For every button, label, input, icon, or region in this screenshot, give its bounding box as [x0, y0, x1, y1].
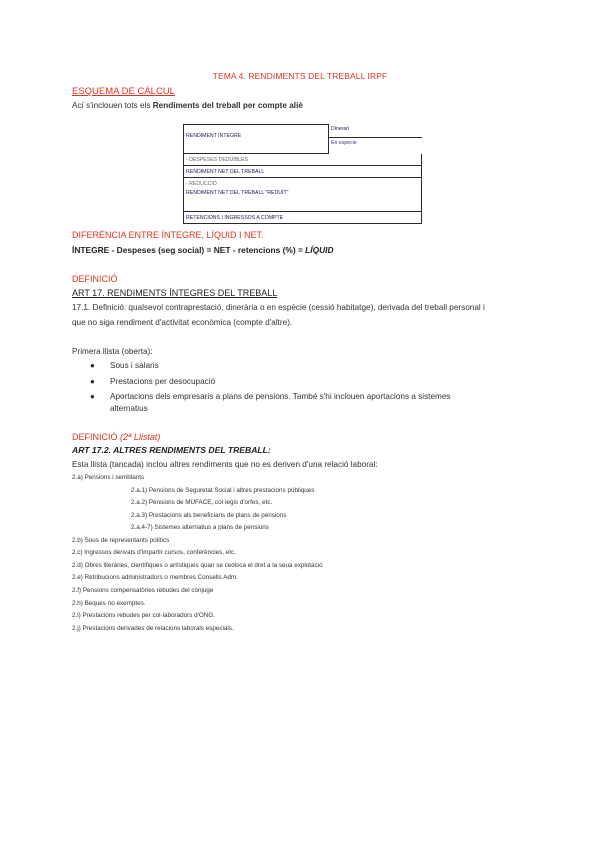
calc-intro-bold: Rendiments del treball per compte aliè	[152, 101, 303, 110]
diff-heading: DIFERÈNCIA ENTRE ÍNTEGRE, LÍQUID I NET.	[72, 230, 264, 240]
scheme-reduccions: - REDUCCIÓ	[184, 178, 422, 190]
def2-heading	[72, 432, 160, 442]
bullet-icon: ●	[90, 376, 95, 386]
def2-sub-item: 2.a.4-7) Sistemes alternatius a plans de pensions	[131, 524, 269, 531]
def2-intro: Esta llista (tancada) inclou altres rendiments que no es deriven d'una relació laboral:	[72, 460, 378, 469]
def2-heading-main: DEFINICIÓ	[72, 432, 121, 442]
def2-article-text: ART 17.2. ALTRES RENDIMENTS DEL TREBALL:	[72, 445, 271, 455]
def2-item: 2.h) Beques no exemptes.	[72, 600, 146, 607]
def2-sub-item: 2.a.2) Pensions de MUFACE, col·legis d'orfes, etc.	[131, 499, 273, 506]
list-item-label-cont: alternatius	[110, 403, 148, 413]
def2-item-a: 2.a) Pensions i semblants	[72, 474, 145, 481]
scheme-rendiment-integre	[184, 125, 329, 154]
list-item	[72, 360, 450, 372]
def1-heading: DEFINICIÓ	[72, 274, 118, 284]
def2-item: 2.j) Prestacions derivades de relacions laborals especials.	[72, 625, 234, 632]
list-item-label: Sous i salaris	[110, 361, 159, 370]
def2-item: 2.e) Retribucions administradors o membres Consells Adm.	[72, 574, 238, 581]
def2-heading-suffix: (2ª Llistat)	[120, 432, 161, 442]
scheme-net-reduit: RENDIMENT NET DEL TREBALL "REDUÏT"	[184, 190, 422, 212]
def2-item: 2.d) Obres literàries, científiques o artístiques quan se cedisca el dret a la seua explotació	[72, 562, 323, 569]
list-item-label: Aportacions dels empresaris a plans de pensions. També s'hi inclouen aportacions a sistemes	[110, 392, 451, 401]
scheme-net: RENDIMENT NET DEL TREBALL	[184, 166, 422, 178]
diff-formula-main: ÍNTEGRE - Despeses (seg social) = NET - retencions (%) =	[72, 245, 306, 255]
def2-article	[72, 445, 271, 455]
scheme-en-especie: En espècie	[331, 140, 357, 146]
def2-item: 2.i) Prestacions rebudes per col·laboradors d'ONG.	[72, 612, 215, 619]
def2-item: 2.f) Pensions compensatòries rebudes del cònjuge	[72, 587, 214, 594]
scheme-rendiment-integre-label: RENDIMENT ÍNTEGRE	[186, 133, 242, 139]
bullet-icon: ●	[90, 392, 95, 401]
scheme-dinerari: Dinerari	[329, 125, 422, 138]
list-item	[72, 391, 450, 414]
diff-formula	[72, 245, 334, 255]
def2-sub-item: 2.a.3) Prestacions als beneficiaris de plans de pensions	[131, 512, 287, 519]
list-item-label: Prestacions per desocupació	[110, 376, 216, 386]
calc-heading: ESQUEMA DE CÀLCUL	[72, 86, 175, 97]
def1-list-title: Primera llista (oberta):	[72, 347, 153, 356]
list-item	[72, 376, 450, 388]
bullet-icon: ●	[90, 361, 95, 370]
def2-item: 2.c) Ingressos derivats d'impartir cursos, conferències, etc.	[72, 549, 236, 556]
scheme-retencions: RETENCIONS I INGRESSOS A COMPTE	[184, 212, 422, 224]
def1-article: ART 17. RENDIMENTS ÍNTEGRES DEL TREBALL	[72, 288, 278, 298]
scheme-integre-types	[329, 125, 422, 154]
scheme-despeses: - DESPESES DEDUÏBLES	[184, 154, 422, 166]
page-title: TEMA 4. RENDIMENTS DEL TREBALL IRPF	[212, 71, 388, 81]
calc-scheme-table	[183, 124, 422, 224]
def2-item: 2.b) Sous de representants polítics	[72, 537, 170, 544]
def1-line1: 17.1. Definició: qualsevol contraprestació, dinerària o en espècie (cessió habitatge), derivada del treball personal i	[72, 303, 485, 312]
def1-line2: que no siga rendiment d'activitat econòmica (compte d'altre).	[72, 318, 293, 327]
def2-sub-item: 2.a.1) Pensions de Seguretat Social i altres prestacions públiques	[131, 487, 315, 494]
calc-intro	[72, 101, 303, 110]
calc-intro-prefix: Ací s'inclouen tots els	[72, 101, 153, 110]
def1-list	[72, 360, 450, 414]
diff-formula-liquid: LÍQUID	[305, 245, 334, 255]
